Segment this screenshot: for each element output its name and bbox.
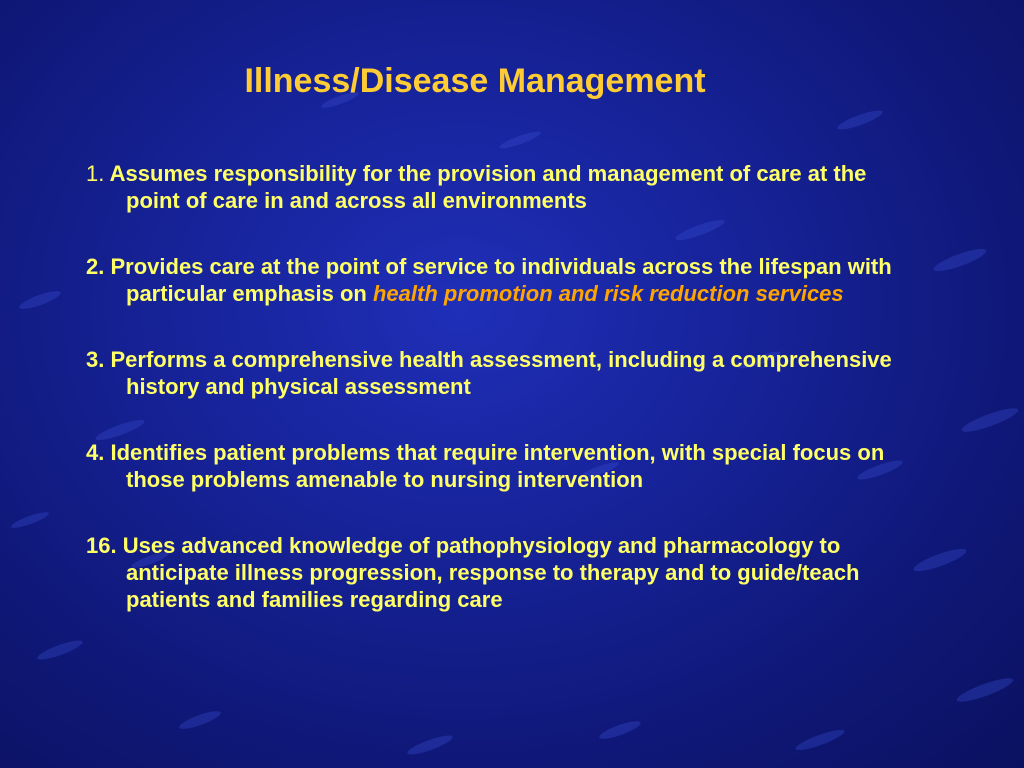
list-item xyxy=(86,439,916,493)
item-text: Identifies patient problems that require intervention, with special focus on those problems amenable to nursing intervention xyxy=(110,440,885,492)
item-number: 2. xyxy=(86,254,105,279)
item-number: 4. xyxy=(86,440,105,465)
item-text: Performs a comprehensive health assessment, including a comprehensive history and physical assessment xyxy=(110,347,892,399)
list-item xyxy=(86,160,916,214)
item-number: 1. xyxy=(86,161,105,186)
list-item xyxy=(86,346,916,400)
item-text: Provides care at the point of service to individuals across the lifespan with particular emphasis on xyxy=(110,254,892,306)
slide-title: Illness/Disease Management xyxy=(244,62,706,100)
item-number: 16. xyxy=(86,533,117,558)
numbered-list xyxy=(86,160,916,652)
item-text: Uses advanced knowledge of pathophysiology and pharmacology to anticipate illness progression, response to therapy and to guide/teach patients and families regarding care xyxy=(122,533,860,612)
item-number: 3. xyxy=(86,347,105,372)
item-emphasis-text: health promotion and risk reduction services xyxy=(372,281,844,306)
list-item xyxy=(86,253,916,307)
item-text: Assumes responsibility for the provision and management of care at the point of care in and across all environments xyxy=(109,161,867,213)
list-item xyxy=(86,532,916,613)
